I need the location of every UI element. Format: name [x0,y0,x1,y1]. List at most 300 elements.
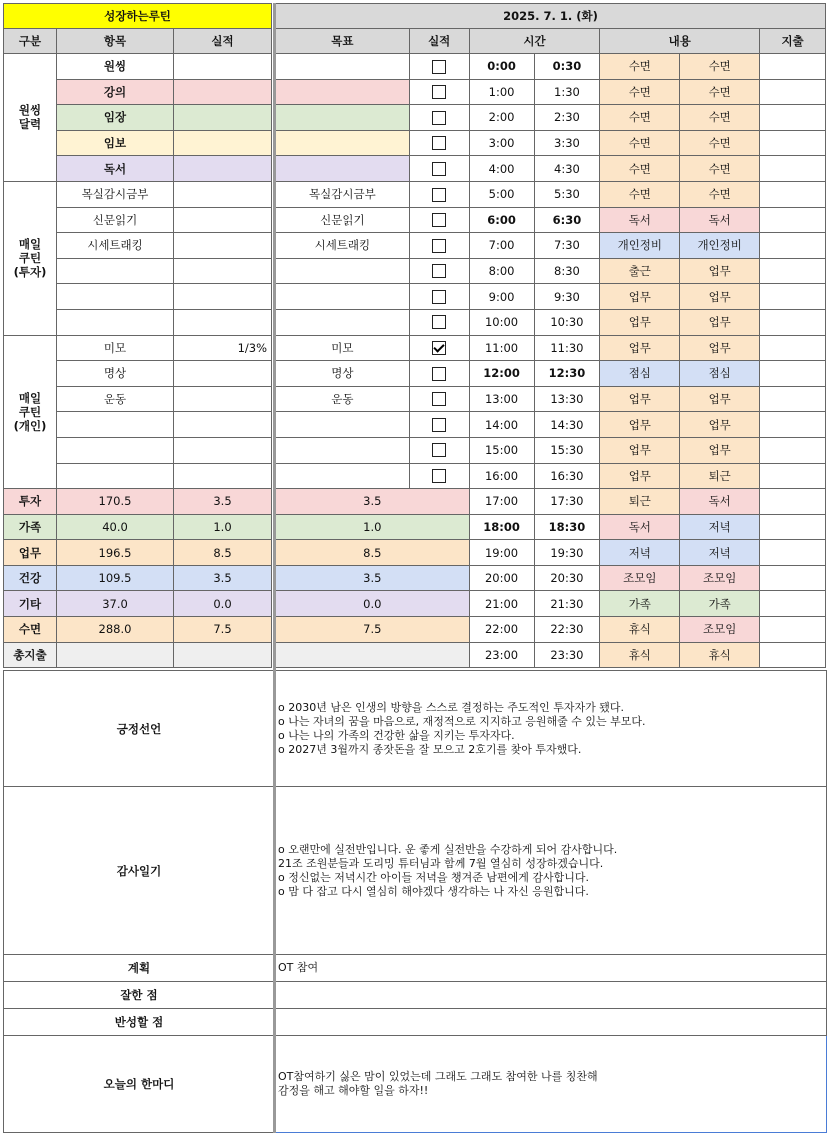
schedule-row [276,437,826,463]
time-start: 20:00 [469,565,534,591]
gratitude-line: o 맘 다 잡고 다시 열심히 해야겠다 생각하는 나 자신 응원합니다. [278,884,589,898]
column-separator [273,3,276,1133]
item-name[interactable]: 운동 [57,386,174,412]
goal-cell[interactable] [276,284,410,310]
content-first-half[interactable]: 업무 [600,386,680,412]
schedule-row [276,565,826,591]
done-cell [409,54,469,80]
item-name[interactable]: 목실감시금부 [57,181,174,207]
content-second-half[interactable]: 업무 [680,412,760,438]
affirmation-line: o 2030년 남은 인생의 방향을 스스로 결정하는 주도적인 투자자가 됐다. [278,700,624,714]
item-actual[interactable] [174,105,272,131]
schedule-row [276,514,826,540]
done-checkbox[interactable] [432,213,446,227]
goal-cell[interactable] [276,105,410,131]
time-start: 0:00 [469,54,534,80]
content-first-half[interactable]: 업무 [600,463,680,489]
expense-cell[interactable] [760,565,826,591]
content-first-half[interactable]: 업무 [600,284,680,310]
time-end: 21:30 [534,591,600,617]
content-second-half[interactable]: 저녁 [680,514,760,540]
time-end: 9:30 [534,284,600,310]
item-actual[interactable] [174,284,272,310]
goal-cell[interactable]: 목실감시금부 [276,181,410,207]
goal-cell[interactable] [276,463,410,489]
done-checkbox[interactable] [432,162,446,176]
content-second-half[interactable]: 휴식 [680,642,760,668]
summary-total: 37.0 [57,591,174,617]
time-end: 13:30 [534,386,600,412]
schedule-row [276,361,826,387]
expense-cell[interactable] [760,386,826,412]
content-first-half[interactable]: 퇴근 [600,489,680,515]
done-cell [409,79,469,105]
gratitude-line: o 오랜만에 실전반입니다. 운 좋게 실전반을 수강하게 되어 감사합니다. [278,842,618,856]
expense-cell[interactable] [760,284,826,310]
content-second-half[interactable]: 가족 [680,591,760,617]
summary-label: 가족 [4,514,57,540]
summary-row [4,591,272,617]
item-actual[interactable] [174,463,272,489]
item-actual[interactable] [174,207,272,233]
done-checkbox[interactable] [432,418,446,432]
done-cell [409,309,469,335]
summary-row [4,489,272,515]
content-second-half[interactable]: 업무 [680,437,760,463]
col-time: 시간 [469,29,600,54]
date-header: 2025. 7. 1. (화) [276,4,826,29]
content-first-half[interactable]: 개인정비 [600,233,680,259]
content-second-half[interactable]: 독서 [680,207,760,233]
schedule-row [276,617,826,643]
content-first-half[interactable]: 업무 [600,437,680,463]
done-cell [409,130,469,156]
done-cell [409,361,469,387]
done-checkbox[interactable] [432,341,446,355]
schedule-row [276,309,826,335]
gratitude-line: o 정신없는 저녁시간 아이들 저녁을 챙겨준 남편에게 감사합니다. [278,870,589,884]
item-name[interactable]: 독서 [57,156,174,182]
item-name[interactable]: 원씽 [57,54,174,80]
goal-cell[interactable]: 운동 [276,386,410,412]
done-cell [409,258,469,284]
item-name[interactable]: 임장 [57,105,174,131]
time-start: 23:00 [469,642,534,668]
summary-label: 기타 [4,591,57,617]
content-second-half[interactable]: 업무 [680,284,760,310]
item-name[interactable] [57,412,174,438]
done-cell [409,386,469,412]
summary-row [4,514,272,540]
summary-goal [276,642,470,668]
content-first-half[interactable]: 점심 [600,361,680,387]
done-checkbox[interactable] [432,136,446,150]
content-first-half[interactable]: 수면 [600,130,680,156]
time-end: 1:30 [534,79,600,105]
content-second-half[interactable]: 수면 [680,130,760,156]
done-cell [409,437,469,463]
item-name[interactable] [57,463,174,489]
expense-cell[interactable] [760,79,826,105]
plan-label: 계획 [4,955,275,982]
item-actual[interactable] [174,361,272,387]
time-end: 10:30 [534,309,600,335]
word-line: OT참여하기 싫은 맘이 있었는데 그래도 그래도 참여한 나를 칭찬해 [278,1070,598,1083]
time-start: 9:00 [469,284,534,310]
expense-cell[interactable] [760,514,826,540]
expense-cell[interactable] [760,181,826,207]
item-name[interactable] [57,437,174,463]
summary-row [4,540,272,566]
goal-cell[interactable]: 미모 [276,335,410,361]
summary-label: 투자 [4,489,57,515]
schedule-row [276,642,826,668]
item-row [4,181,272,207]
time-start: 4:00 [469,156,534,182]
done-cell [409,412,469,438]
summary-actual [174,642,272,668]
item-name[interactable]: 강의 [57,79,174,105]
schedule-row [276,130,826,156]
item-actual[interactable] [174,181,272,207]
done-checkbox[interactable] [432,85,446,99]
col-expense: 지출 [760,29,826,54]
item-actual[interactable] [174,54,272,80]
content-second-half[interactable]: 업무 [680,258,760,284]
summary-row [4,617,272,643]
word-text[interactable] [275,1036,827,1133]
summary-actual: 8.5 [174,540,272,566]
summary-actual: 0.0 [174,591,272,617]
expense-cell[interactable] [760,540,826,566]
time-end: 6:30 [534,207,600,233]
done-cell [409,284,469,310]
gratitude-label: 감사일기 [4,787,275,955]
expense-cell[interactable] [760,489,826,515]
affirmation-line: o 2027년 3월까지 종잣돈을 잘 모으고 2호기를 찾아 투자했다. [278,742,582,756]
reflection-table [3,670,827,1133]
time-start: 21:00 [469,591,534,617]
time-start: 2:00 [469,105,534,131]
content-first-half[interactable]: 수면 [600,181,680,207]
schedule-row [276,284,826,310]
schedule-row [276,412,826,438]
expense-cell[interactable] [760,642,826,668]
time-start: 15:00 [469,437,534,463]
item-actual[interactable] [174,79,272,105]
content-first-half[interactable]: 독서 [600,514,680,540]
summary-label: 업무 [4,540,57,566]
time-end: 12:30 [534,361,600,387]
content-first-half[interactable]: 휴식 [600,617,680,643]
expense-cell[interactable] [760,617,826,643]
time-start: 14:00 [469,412,534,438]
expense-cell[interactable] [760,412,826,438]
col-content: 내용 [600,29,760,54]
done-cell [409,463,469,489]
goal-cell[interactable] [276,412,410,438]
content-first-half[interactable]: 조모임 [600,565,680,591]
summary-goal: 3.5 [276,489,470,515]
content-first-half[interactable]: 저녁 [600,540,680,566]
goal-cell[interactable] [276,258,410,284]
item-name[interactable]: 임보 [57,130,174,156]
goal-cell[interactable] [276,54,410,80]
time-end: 2:30 [534,105,600,131]
gratitude-text[interactable] [275,787,827,955]
time-start: 3:00 [469,130,534,156]
item-row [4,54,272,80]
expense-cell[interactable] [760,258,826,284]
goal-cell[interactable] [276,79,410,105]
done-cell [409,105,469,131]
content-second-half[interactable]: 저녁 [680,540,760,566]
affirmation-label: 긍정선언 [4,671,275,787]
item-actual[interactable] [174,233,272,259]
expense-cell[interactable] [760,361,826,387]
expense-cell[interactable] [760,463,826,489]
summary-total: 40.0 [57,514,174,540]
expense-cell[interactable] [760,309,826,335]
time-start: 10:00 [469,309,534,335]
time-end: 17:30 [534,489,600,515]
content-second-half[interactable]: 점심 [680,361,760,387]
summary-goal: 7.5 [276,617,470,643]
item-actual[interactable]: 1/3% [174,335,272,361]
done-cell [409,181,469,207]
expense-cell[interactable] [760,207,826,233]
content-second-half[interactable]: 퇴근 [680,463,760,489]
time-end: 7:30 [534,233,600,259]
content-first-half[interactable]: 수면 [600,105,680,131]
item-name[interactable]: 신문읽기 [57,207,174,233]
time-end: 3:30 [534,130,600,156]
word-line: 감정을 해고 해야할 일을 하자!! [278,1084,429,1097]
good-text[interactable] [275,982,827,1009]
item-name[interactable]: 명상 [57,361,174,387]
time-end: 19:30 [534,540,600,566]
content-second-half[interactable]: 조모임 [680,565,760,591]
time-end: 16:30 [534,463,600,489]
goal-cell[interactable] [276,156,410,182]
goal-cell[interactable] [276,130,410,156]
done-checkbox[interactable] [432,264,446,278]
summary-total: 170.5 [57,489,174,515]
col-done: 실적 [409,29,469,54]
content-first-half[interactable]: 업무 [600,412,680,438]
time-end: 5:30 [534,181,600,207]
item-actual[interactable] [174,156,272,182]
routine-title: 성장하는루틴 [4,4,272,29]
item-name[interactable] [57,258,174,284]
expense-cell[interactable] [760,156,826,182]
schedule-row [276,540,826,566]
affirmation-line: o 나는 자녀의 꿈을 마음으로, 재정적으로 지지하고 응원해줄 수 있는 부모다. [278,714,646,728]
done-checkbox[interactable] [432,239,446,253]
schedule-row [276,105,826,131]
content-first-half[interactable]: 휴식 [600,642,680,668]
schedule-row [276,258,826,284]
col-actual: 실적 [174,29,272,54]
plan-text[interactable]: OT 참여 [275,955,827,982]
done-checkbox[interactable] [432,367,446,381]
summary-goal: 1.0 [276,514,470,540]
goal-cell[interactable] [276,437,410,463]
summary-total: 109.5 [57,565,174,591]
schedule-row [276,181,826,207]
time-start: 6:00 [469,207,534,233]
summary-actual: 3.5 [174,489,272,515]
content-second-half[interactable]: 개인정비 [680,233,760,259]
expense-cell[interactable] [760,437,826,463]
content-second-half[interactable]: 업무 [680,309,760,335]
summary-actual: 3.5 [174,565,272,591]
done-checkbox[interactable] [432,469,446,483]
item-actual[interactable] [174,386,272,412]
schedule-row [276,156,826,182]
category-daily-personal: 매일 쿠틴 (개인) [4,335,57,489]
goal-cell[interactable] [276,309,410,335]
item-actual[interactable] [174,437,272,463]
item-row [4,335,272,361]
affirmation-line: o 나는 나의 가족의 건강한 삶을 지키는 투자자다. [278,728,515,742]
gratitude-line: 21조 조원분들과 도리밍 튜터님과 함께 7월 열심히 성장하겠습니다. [278,856,604,870]
content-second-half[interactable]: 조모임 [680,617,760,643]
item-actual[interactable] [174,258,272,284]
summary-row [4,642,272,668]
time-end: 23:30 [534,642,600,668]
item-name[interactable] [57,309,174,335]
content-first-half[interactable]: 출근 [600,258,680,284]
item-name[interactable]: 시세트래킹 [57,233,174,259]
expense-cell[interactable] [760,591,826,617]
goal-cell[interactable]: 시세트래킹 [276,233,410,259]
done-checkbox[interactable] [432,315,446,329]
done-cell [409,233,469,259]
time-start: 17:00 [469,489,534,515]
content-second-half[interactable]: 수면 [680,105,760,131]
time-end: 22:30 [534,617,600,643]
summary-goal: 0.0 [276,591,470,617]
summary-actual: 1.0 [174,514,272,540]
done-checkbox[interactable] [432,392,446,406]
done-cell [409,335,469,361]
item-name[interactable] [57,284,174,310]
time-start: 7:00 [469,233,534,259]
time-end: 4:30 [534,156,600,182]
category-winning-diary: 원씽 달력 [4,54,57,182]
summary-total [57,642,174,668]
content-second-half[interactable]: 수면 [680,79,760,105]
time-end: 11:30 [534,335,600,361]
time-start: 13:00 [469,386,534,412]
time-start: 18:00 [469,514,534,540]
done-checkbox[interactable] [432,443,446,457]
summary-actual: 7.5 [174,617,272,643]
done-checkbox[interactable] [432,111,446,125]
expense-cell[interactable] [760,335,826,361]
schedule-row [276,207,826,233]
summary-label: 건강 [4,565,57,591]
time-end: 20:30 [534,565,600,591]
item-actual[interactable] [174,309,272,335]
time-start: 12:00 [469,361,534,387]
content-second-half[interactable]: 수면 [680,54,760,80]
content-second-half[interactable]: 업무 [680,335,760,361]
schedule-row [276,591,826,617]
content-first-half[interactable]: 업무 [600,309,680,335]
time-start: 5:00 [469,181,534,207]
summary-label: 수면 [4,617,57,643]
done-checkbox[interactable] [432,290,446,304]
time-end: 0:30 [534,54,600,80]
schedule-row [276,79,826,105]
category-daily-invest: 매일 쿠틴 (투자) [4,181,57,335]
done-cell [409,156,469,182]
good-label: 잘한 점 [4,982,275,1009]
content-second-half[interactable]: 수면 [680,156,760,182]
schedule-row [276,54,826,80]
summary-total: 288.0 [57,617,174,643]
expense-cell[interactable] [760,233,826,259]
summary-goal: 8.5 [276,540,470,566]
expense-cell[interactable] [760,54,826,80]
done-checkbox[interactable] [432,188,446,202]
time-end: 8:30 [534,258,600,284]
done-checkbox[interactable] [432,60,446,74]
expense-cell[interactable] [760,130,826,156]
goal-cell[interactable]: 신문읽기 [276,207,410,233]
content-first-half[interactable]: 수면 [600,54,680,80]
schedule-row [276,489,826,515]
done-cell [409,207,469,233]
schedule-row [276,335,826,361]
time-end: 14:30 [534,412,600,438]
content-second-half[interactable]: 독서 [680,489,760,515]
expense-cell[interactable] [760,105,826,131]
time-start: 19:00 [469,540,534,566]
affirmation-text[interactable] [275,671,827,787]
time-start: 11:00 [469,335,534,361]
word-label: 오늘의 한마디 [4,1036,275,1133]
content-first-half[interactable]: 독서 [600,207,680,233]
summary-goal: 3.5 [276,565,470,591]
schedule-row [276,386,826,412]
time-start: 22:00 [469,617,534,643]
time-start: 1:00 [469,79,534,105]
item-name[interactable]: 미모 [57,335,174,361]
schedule-row [276,233,826,259]
time-end: 15:30 [534,437,600,463]
content-first-half[interactable]: 수면 [600,79,680,105]
right-schedule-table [275,3,826,668]
col-goal: 목표 [276,29,410,54]
goal-cell[interactable]: 명상 [276,361,410,387]
content-second-half[interactable]: 업무 [680,386,760,412]
content-first-half[interactable]: 업무 [600,335,680,361]
content-first-half[interactable]: 수면 [600,156,680,182]
content-second-half[interactable]: 수면 [680,181,760,207]
reflect-label: 반성할 점 [4,1009,275,1036]
item-actual[interactable] [174,130,272,156]
item-actual[interactable] [174,412,272,438]
time-start: 8:00 [469,258,534,284]
reflect-text[interactable] [275,1009,827,1036]
content-first-half[interactable]: 가족 [600,591,680,617]
time-end: 18:30 [534,514,600,540]
col-category: 구분 [4,29,57,54]
left-routine-table [3,3,272,668]
